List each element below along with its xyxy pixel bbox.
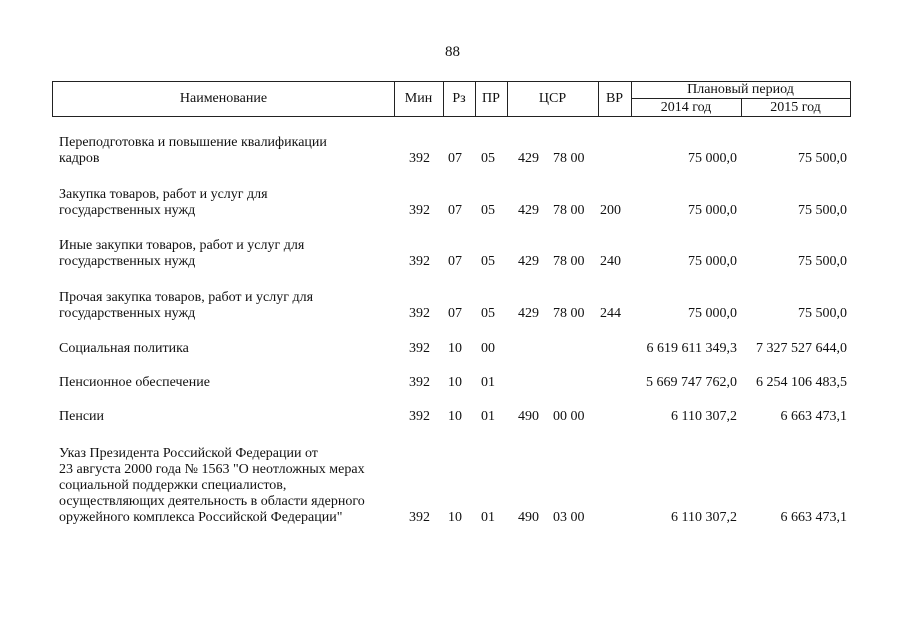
- row-name: Указ Президента Российской Федерации от 23 августа 2000 года № 1563 "О неотложных мерах социальной поддержки специалистов, осуществляющих деятельность в области ядерного оружейного комплекса Российской Федерации": [59, 446, 365, 525]
- row-rz: 10: [448, 510, 462, 525]
- row-csr-item: 78 00: [553, 306, 585, 321]
- row-value-2015: 75 500,0: [798, 151, 847, 166]
- row-csr-program: 429: [518, 151, 539, 166]
- row-rz: 07: [448, 203, 462, 218]
- row-csr-program: 429: [518, 203, 539, 218]
- row-pr: 05: [481, 203, 495, 218]
- row-rz: 10: [448, 375, 462, 390]
- header-min: Мин: [404, 91, 433, 106]
- row-min: 392: [409, 375, 430, 390]
- table-row: [0, 409, 905, 425]
- row-pr: 05: [481, 254, 495, 269]
- row-value-2014: 5 669 747 762,0: [646, 375, 737, 390]
- row-csr-program: 490: [518, 510, 539, 525]
- row-name: Закупка товаров, работ и услуг для государственных нужд: [59, 187, 268, 218]
- row-min: 392: [409, 306, 430, 321]
- row-csr-program: 429: [518, 254, 539, 269]
- table-row: [0, 135, 905, 167]
- header-year-2015: 2015 год: [770, 100, 821, 115]
- table-header: [52, 81, 851, 117]
- row-min: 392: [409, 151, 430, 166]
- row-name: Пенсии: [59, 409, 105, 424]
- row-csr-item: 78 00: [553, 151, 585, 166]
- row-value-2014: 75 000,0: [688, 254, 737, 269]
- header-pr: ПР: [482, 91, 500, 106]
- row-name: Социальная политика: [59, 341, 189, 356]
- header-name: Наименование: [179, 91, 268, 106]
- row-pr: 05: [481, 151, 495, 166]
- header-vr: ВР: [605, 91, 624, 106]
- row-value-2015: 75 500,0: [798, 306, 847, 321]
- table-row: [0, 341, 905, 357]
- row-csr-program: 429: [518, 306, 539, 321]
- row-value-2015: 7 327 527 644,0: [756, 341, 847, 356]
- row-rz: 07: [448, 306, 462, 321]
- row-value-2015: 6 663 473,1: [780, 409, 847, 424]
- row-pr: 01: [481, 375, 495, 390]
- row-value-2014: 6 110 307,2: [671, 510, 737, 525]
- row-name: Иные закупки товаров, работ и услуг для государственных нужд: [59, 238, 305, 269]
- row-rz: 10: [448, 409, 462, 424]
- row-name: Пенсионное обеспечение: [59, 375, 210, 390]
- row-csr-item: 78 00: [553, 203, 585, 218]
- row-value-2014: 75 000,0: [688, 306, 737, 321]
- row-vr: 200: [600, 203, 621, 218]
- row-min: 392: [409, 254, 430, 269]
- row-min: 392: [409, 409, 430, 424]
- row-min: 392: [409, 203, 430, 218]
- table-row: [0, 290, 905, 322]
- row-vr: 240: [600, 254, 621, 269]
- row-name: Прочая закупка товаров, работ и услуг для государственных нужд: [59, 290, 314, 321]
- table-row: [0, 446, 905, 526]
- table-row: [0, 375, 905, 391]
- header-year-2014: 2014 год: [660, 100, 712, 115]
- row-name: Переподготовка и повышение квалификации кадров: [59, 135, 327, 166]
- row-value-2014: 6 110 307,2: [671, 409, 737, 424]
- row-csr-program: 490: [518, 409, 539, 424]
- row-rz: 07: [448, 254, 462, 269]
- header-csr: ЦСР: [538, 91, 567, 106]
- row-value-2015: 6 254 106 483,5: [756, 375, 847, 390]
- row-value-2014: 75 000,0: [688, 203, 737, 218]
- row-pr: 00: [481, 341, 495, 356]
- row-csr-item: 78 00: [553, 254, 585, 269]
- row-csr-item: 03 00: [553, 510, 585, 525]
- row-min: 392: [409, 341, 430, 356]
- row-rz: 07: [448, 151, 462, 166]
- row-value-2015: 75 500,0: [798, 203, 847, 218]
- row-vr: 244: [600, 306, 621, 321]
- table-row: [0, 238, 905, 270]
- row-pr: 05: [481, 306, 495, 321]
- row-pr: 01: [481, 510, 495, 525]
- header-rz: Рз: [452, 91, 466, 106]
- row-value-2015: 6 663 473,1: [780, 510, 847, 525]
- row-min: 392: [409, 510, 430, 525]
- row-value-2014: 75 000,0: [688, 151, 737, 166]
- table-row: [0, 187, 905, 219]
- row-csr-item: 00 00: [553, 409, 585, 424]
- row-value-2014: 6 619 611 349,3: [646, 341, 737, 356]
- row-rz: 10: [448, 341, 462, 356]
- row-pr: 01: [481, 409, 495, 424]
- page-number: 88: [445, 44, 460, 60]
- row-value-2015: 75 500,0: [798, 254, 847, 269]
- header-planned-period: Плановый период: [687, 82, 794, 97]
